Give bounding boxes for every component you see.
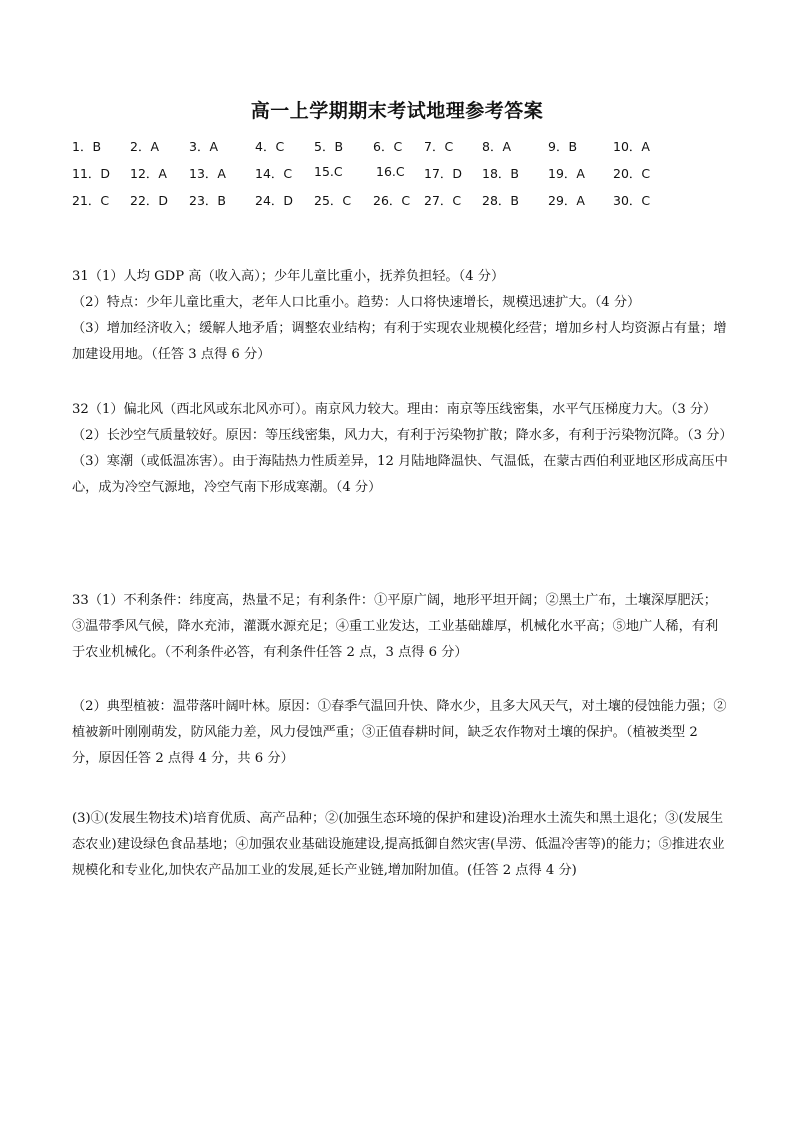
mcq-answer: 17．D [424,166,463,181]
question-32-answer [72,397,733,501]
q32-part-2: （2）长沙空气质量较好。原因：等压线密集，风力大，有利于污染物扩散；降水多，有利于污染物沉降。（3 分） [72,428,733,443]
mcq-answer: 11．D [72,166,111,181]
mcq-answer: 16.C [376,164,405,179]
q31-part-2: （2）特点：少年儿童比重大，老年人口比重小。趋势：人口将快速增长，规模迅速扩大。（4 分） [72,295,641,310]
question-33-part-2 [72,694,728,772]
mcq-row-2 [72,164,732,191]
page-title: 高一上学期期末考试地理参考答案 [250,100,544,122]
q33-part-1-text: 33（1）不利条件：纬度高，热量不足；有利条件：①平原广阔，地形平坦开阔；②黑土广布，土壤深厚肥沃；③温带季风气候，降水充沛，灌溉水源充足；④重工业发达，工业基础雄厚，机械化水平高；⑤地广人稀，有利于农业机械化。（不利条件必答，有利条件任答 2 点，3 点得 6 分） [72,593,719,660]
mcq-answer: 14．C [255,166,293,181]
q31-part-1: 31（1）人均 GDP 高（收入高）；少年儿童比重小，抚养负担轻。（4 分） [72,269,505,284]
q31-part-3: （3）增加经济收入；缓解人地矛盾；调整农业结构；有利于实现农业规模化经营；增加乡村人均资源占有量；增加建设用地。（任答 3 点得 6 分） [72,321,727,362]
mcq-answer: 4．C [255,139,285,154]
mcq-answer: 5．B [314,139,344,154]
multiple-choice-answers [72,137,732,218]
mcq-answer: 23．B [189,193,226,208]
question-33-part-3 [72,806,728,884]
q33-part-3-text: (3)①(发展生物技术)培育优质、高产品种；②(加强生态环境的保护和建设)治理水土流失和黑土退化；③(发展生态农业)建设绿色食品基地；④加强农业基础设施建设,提高抵御自然灾害(旱涝、低温冷害等)的能力；⑤推进农业规模化和专业化,加快农产品加工业的发展,延长产业链,增加附加值。(任答 2 点得 4 分) [72,811,725,878]
mcq-answer: 9．B [548,139,578,154]
mcq-answer: 1．B [72,139,102,154]
mcq-row-3 [72,191,732,218]
mcq-answer: 3．A [189,139,219,154]
q32-part-3: （3）寒潮（或低温冻害）。由于海陆热力性质差异，12 月陆地降温快、气温低，在蒙古西伯利亚地区形成高压中心，成为冷空气源地，冷空气南下形成寒潮。（4 分） [72,454,728,495]
mcq-answer: 24．D [255,193,294,208]
mcq-answer: 18．B [482,166,519,181]
mcq-answer: 29．A [548,193,585,208]
mcq-row-1 [72,137,732,164]
mcq-answer: 27．C [424,193,462,208]
mcq-answer: 30．C [613,193,651,208]
mcq-answer: 20．C [613,166,651,181]
mcq-answer: 26．C [373,193,411,208]
q33-part-2-text: （2）典型植被：温带落叶阔叶林。原因：①春季气温回升快、降水少，且多大风天气，对土壤的侵蚀能力强；②植被新叶刚刚萌发，防风能力差，风力侵蚀严重；③正值春耕时间，缺乏农作物对土壤的保护。（植被类型 2 分，原因任答 2 点得 4 分，共 6 分） [72,699,727,766]
mcq-answer: 19．A [548,166,585,181]
q32-part-1: 32（1）偏北风（西北风或东北风亦可）。南京风力较大。理由：南京等压线密集，水平气压梯度力大。（3 分） [72,402,717,417]
question-31-answer [72,264,728,368]
mcq-answer: 8．A [482,139,512,154]
mcq-answer: 21．C [72,193,110,208]
mcq-answer: 2．A [130,139,160,154]
mcq-answer: 28．B [482,193,519,208]
mcq-answer: 25．C [314,193,352,208]
mcq-answer: 10．A [613,139,650,154]
mcq-answer: 7．C [424,139,454,154]
mcq-answer: 12．A [130,166,167,181]
mcq-answer: 6．C [373,139,403,154]
mcq-answer: 22．D [130,193,169,208]
mcq-answer: 15.C [314,164,343,179]
question-33-part-1 [72,588,728,666]
mcq-answer: 13．A [189,166,226,181]
